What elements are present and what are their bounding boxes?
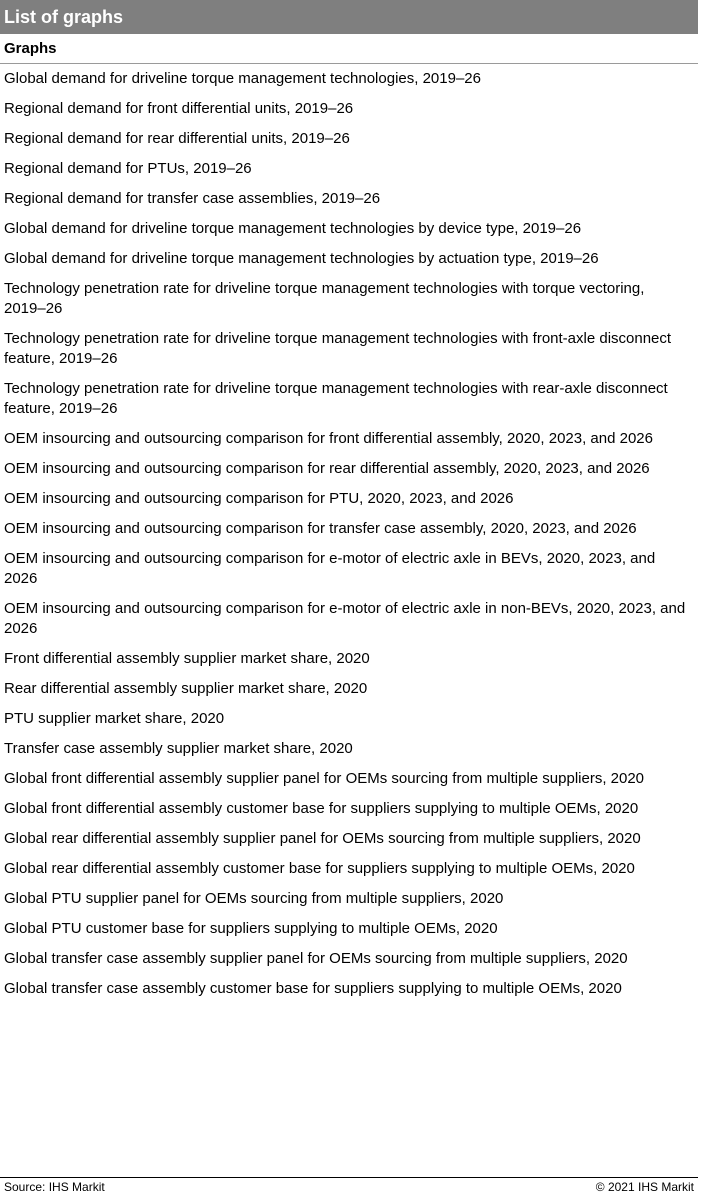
list-item: OEM insourcing and outsourcing comparison for front differential assembly, 2020, 2023, and 2026 [4, 430, 653, 447]
copyright-note: © 2021 IHS Markit [595, 1180, 694, 1194]
list-item: Global demand for driveline torque management technologies by device type, 2019–26 [4, 220, 582, 237]
list-item: Rear differential assembly supplier market share, 2020 [4, 680, 368, 697]
list-item: Global PTU customer base for suppliers supplying to multiple OEMs, 2020 [4, 920, 498, 937]
list-item: Global transfer case assembly customer base for suppliers supplying to multiple OEMs, 2020 [4, 980, 622, 997]
source-note: Source: IHS Markit [4, 1180, 105, 1194]
list-item: Global demand for driveline torque management technologies by actuation type, 2019–26 [4, 250, 599, 267]
list-item: Regional demand for transfer case assemblies, 2019–26 [4, 190, 381, 207]
list-item: Technology penetration rate for driveline torque management technologies with torque vectoring, 2019–26 [4, 280, 645, 317]
list-item: OEM insourcing and outsourcing comparison for e-motor of electric axle in non-BEVs, 2020, 2023, and 2026 [4, 600, 686, 637]
list-item: OEM insourcing and outsourcing comparison for rear differential assembly, 2020, 2023, and 2026 [4, 460, 650, 477]
graph-list [0, 64, 698, 1004]
list-item: Global transfer case assembly supplier panel for OEMs sourcing from multiple suppliers, 2020 [4, 950, 628, 967]
list-item: Regional demand for front differential units, 2019–26 [4, 100, 354, 117]
list-item: Global PTU supplier panel for OEMs sourcing from multiple suppliers, 2020 [4, 890, 504, 907]
list-item: Transfer case assembly supplier market share, 2020 [4, 740, 353, 757]
list-item: OEM insourcing and outsourcing comparison for e-motor of electric axle in BEVs, 2020, 2023, and 2026 [4, 550, 656, 587]
list-item: Technology penetration rate for driveline torque management technologies with front-axle disconnect feature, 2019–26 [4, 330, 672, 367]
list-item: OEM insourcing and outsourcing comparison for transfer case assembly, 2020, 2023, and 2026 [4, 520, 637, 537]
list-item: Global rear differential assembly customer base for suppliers supplying to multiple OEMs, 2020 [4, 860, 635, 877]
list-item: Global front differential assembly customer base for suppliers supplying to multiple OEMs, 2020 [4, 800, 639, 817]
footer-divider [0, 1177, 698, 1178]
list-item: Regional demand for PTUs, 2019–26 [4, 160, 252, 177]
column-header: Graphs [4, 40, 57, 57]
list-item: Global demand for driveline torque management technologies, 2019–26 [4, 70, 481, 87]
page-title: List of graphs [0, 0, 698, 34]
list-item: Global front differential assembly supplier panel for OEMs sourcing from multiple suppliers, 2020 [4, 770, 645, 787]
list-item: Technology penetration rate for driveline torque management technologies with rear-axle disconnect feature, 2019–26 [4, 380, 668, 417]
list-item: Regional demand for rear differential units, 2019–26 [4, 130, 350, 147]
list-item: OEM insourcing and outsourcing comparison for PTU, 2020, 2023, and 2026 [4, 490, 514, 507]
list-item: PTU supplier market share, 2020 [4, 710, 225, 727]
list-item: Front differential assembly supplier market share, 2020 [4, 650, 370, 667]
list-item: Global rear differential assembly supplier panel for OEMs sourcing from multiple suppliers, 2020 [4, 830, 641, 847]
